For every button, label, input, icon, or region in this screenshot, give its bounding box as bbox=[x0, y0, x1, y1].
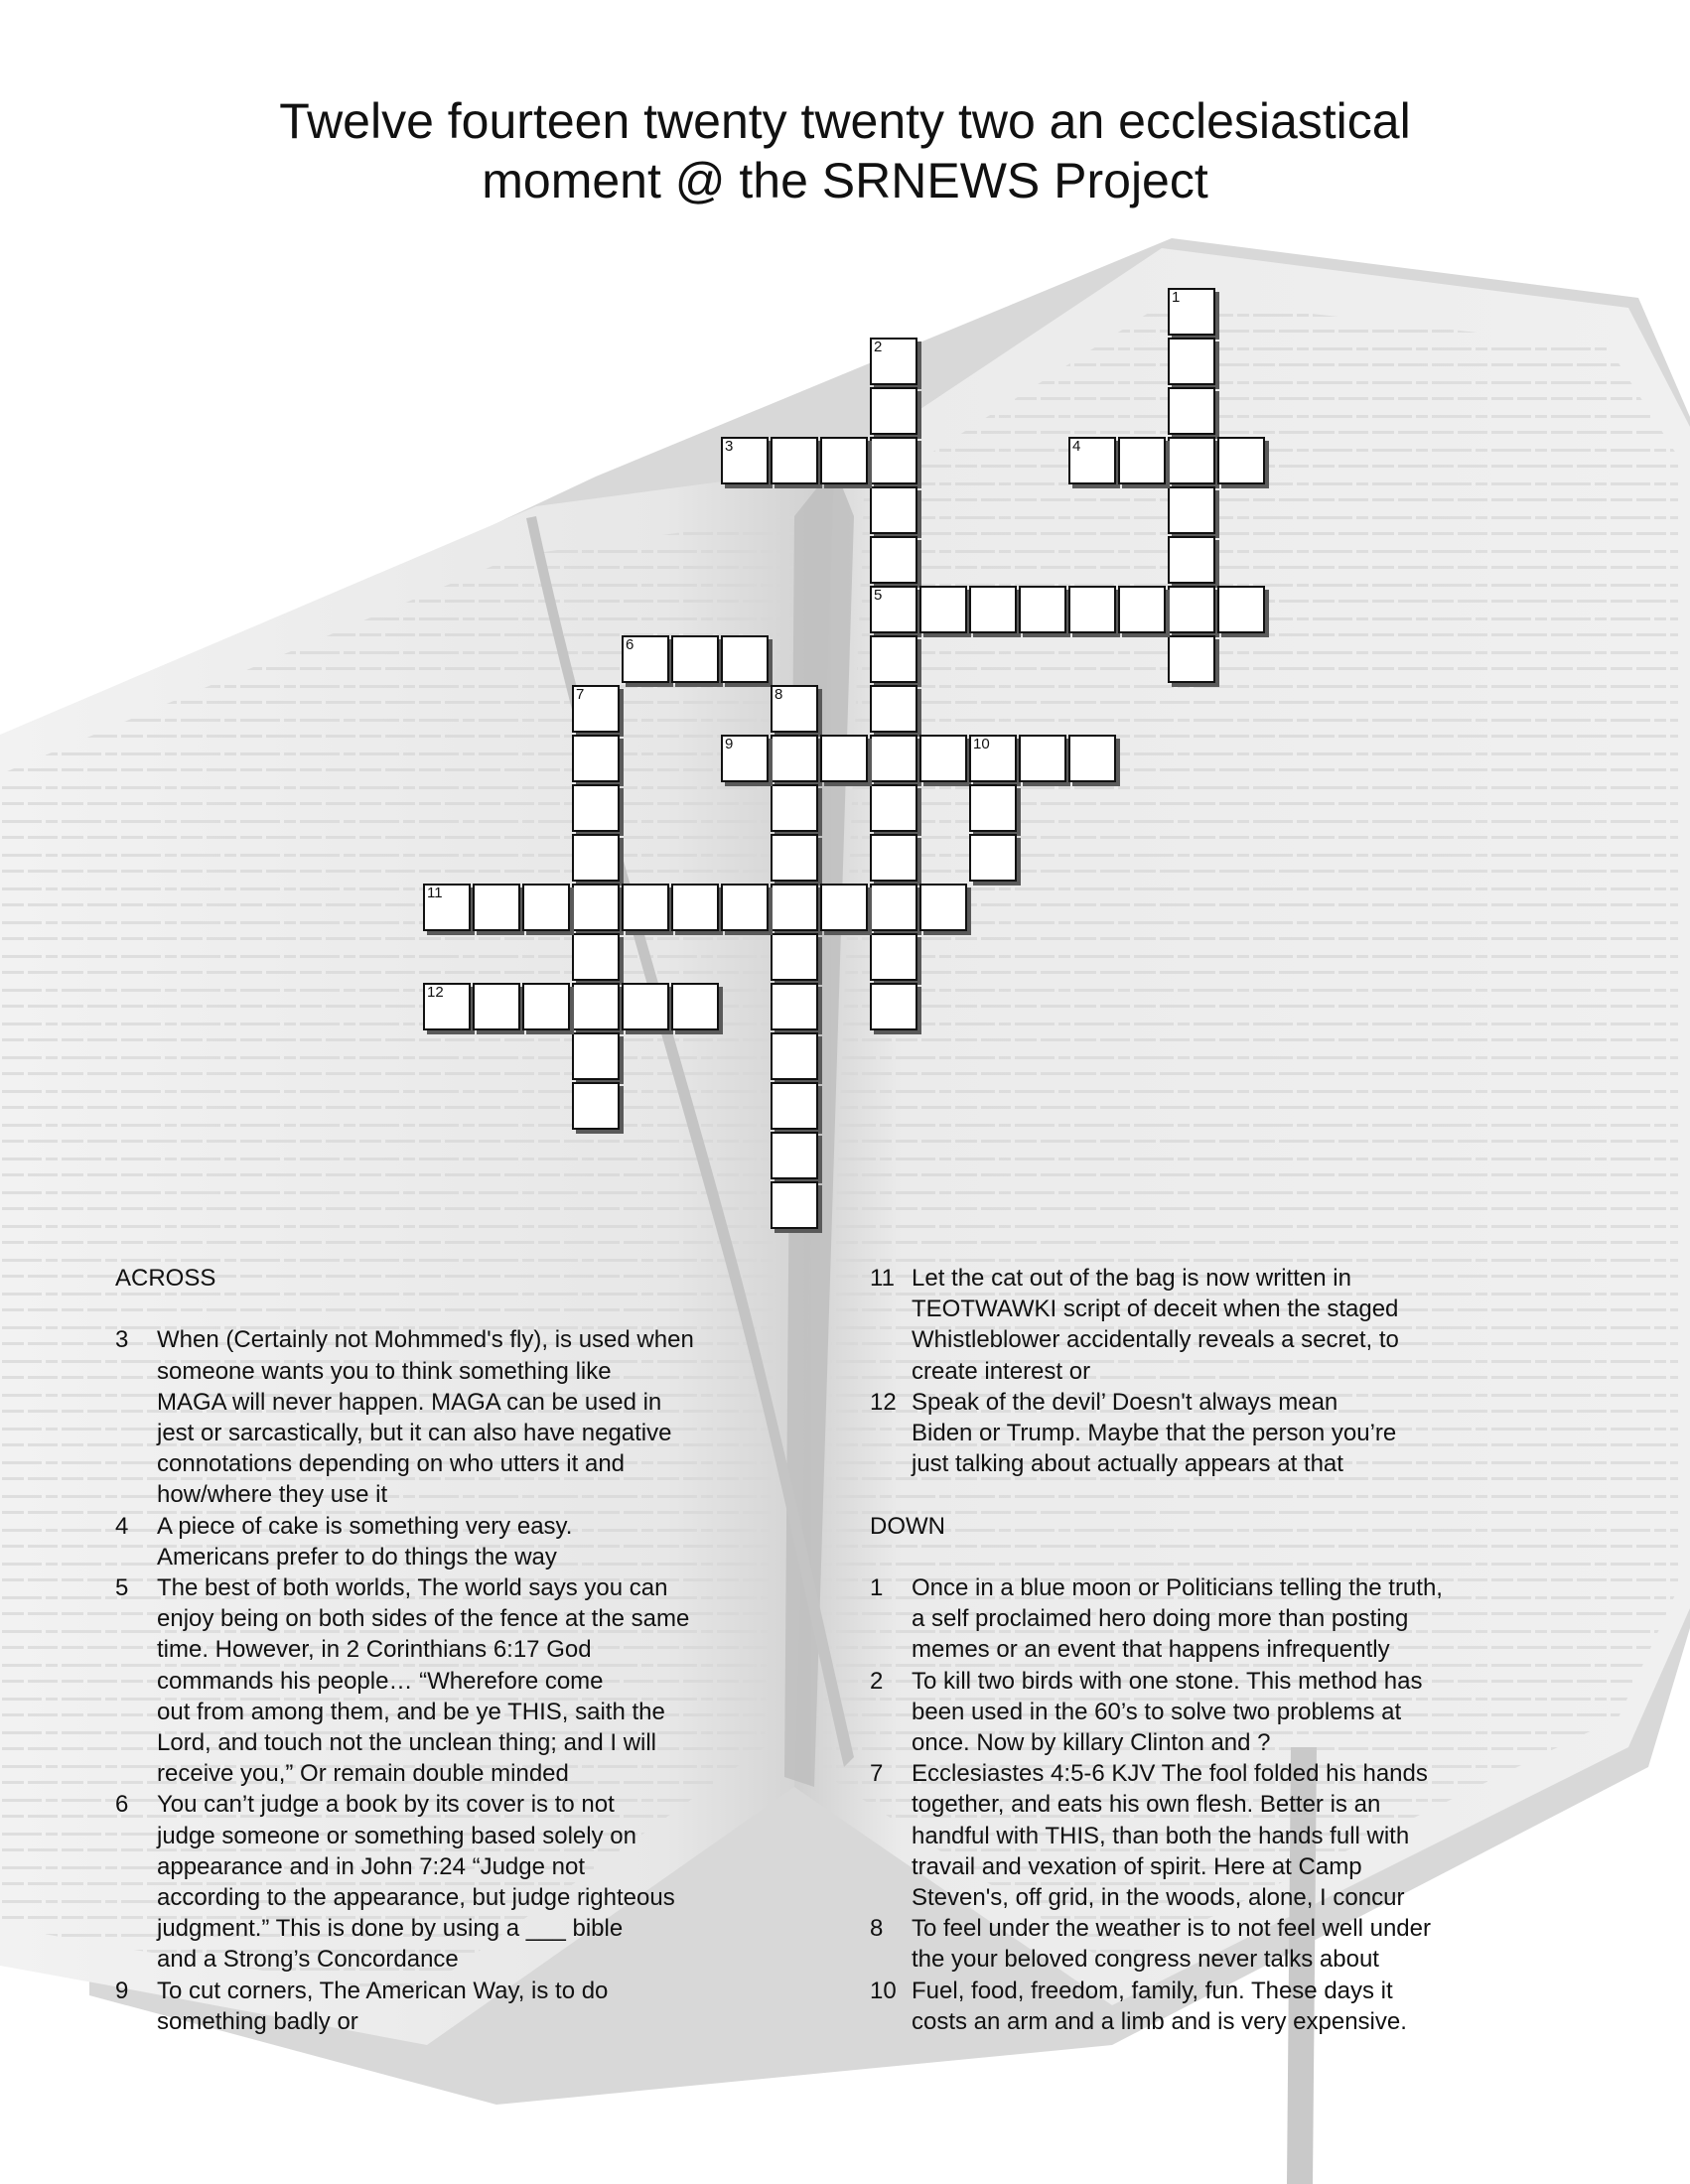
cell-number: 4 bbox=[1072, 438, 1081, 455]
cell-letter-input[interactable] bbox=[673, 886, 717, 929]
grid-cell[interactable] bbox=[919, 735, 967, 782]
clue-number: 5 bbox=[115, 1574, 129, 1601]
cell-letter-input[interactable] bbox=[872, 786, 915, 830]
cell-letter-input[interactable] bbox=[773, 786, 816, 830]
grid-cell[interactable] bbox=[1118, 437, 1166, 484]
clue-line: The best of both worlds, The world says you can bbox=[157, 1574, 668, 1601]
clue-item bbox=[870, 1263, 1585, 1387]
grid-cell[interactable] bbox=[1168, 586, 1215, 633]
across-clue-list-continued bbox=[870, 1263, 1585, 1479]
grid-cell[interactable] bbox=[969, 586, 1017, 633]
grid-cell[interactable] bbox=[771, 1132, 818, 1179]
cell-letter-input[interactable] bbox=[574, 1034, 618, 1078]
clue-line: once. Now by killary Clinton and ? bbox=[912, 1729, 1271, 1756]
clue-line: judgment.” This is done by using a ___ bible bbox=[157, 1915, 624, 1943]
clue-line: appearance and in John 7:24 “Judge not bbox=[157, 1852, 586, 1880]
cell-letter-input[interactable] bbox=[1170, 389, 1213, 433]
grid-cell[interactable] bbox=[572, 735, 620, 782]
cell-letter-input[interactable] bbox=[872, 935, 915, 979]
clue-line: TEOTWAWKI script of deceit when the staged bbox=[912, 1296, 1399, 1323]
grid-cell[interactable] bbox=[771, 735, 818, 782]
clue-number: 2 bbox=[870, 1667, 884, 1695]
grid-cell[interactable] bbox=[1068, 586, 1116, 633]
grid-cell[interactable] bbox=[522, 884, 570, 931]
cell-letter-input[interactable] bbox=[872, 637, 915, 681]
grid-cell[interactable] bbox=[870, 983, 917, 1030]
grid-cell[interactable] bbox=[771, 933, 818, 981]
grid-cell[interactable] bbox=[423, 884, 471, 931]
cell-letter-input[interactable] bbox=[872, 340, 915, 383]
clue-line: out from among them, and be ye THIS, saith the bbox=[157, 1698, 665, 1725]
clue-line: according to the appearance, but judge righteous bbox=[157, 1884, 675, 1912]
grid-cell[interactable] bbox=[572, 685, 620, 733]
grid-cell[interactable] bbox=[870, 884, 917, 931]
cell-letter-input[interactable] bbox=[773, 439, 816, 482]
clue-number: 9 bbox=[115, 1977, 129, 2004]
cell-letter-input[interactable] bbox=[1219, 439, 1263, 482]
grid-cell[interactable] bbox=[572, 1082, 620, 1130]
grid-cell[interactable] bbox=[671, 983, 719, 1030]
cell-letter-input[interactable] bbox=[921, 588, 965, 631]
clue-text bbox=[912, 1263, 1585, 1387]
clue-text bbox=[157, 1324, 771, 1510]
cell-letter-input[interactable] bbox=[773, 687, 816, 731]
grid-cell[interactable] bbox=[820, 735, 868, 782]
grid-cell[interactable] bbox=[1019, 735, 1066, 782]
cell-letter-input[interactable] bbox=[1170, 637, 1213, 681]
cell-letter-input[interactable] bbox=[773, 1084, 816, 1128]
clue-line: memes or an event that happens infrequently bbox=[912, 1636, 1390, 1664]
clue-line: and a Strong’s Concordance bbox=[157, 1946, 459, 1974]
clue-line: judge someone or something based solely on bbox=[157, 1822, 636, 1849]
cell-letter-input[interactable] bbox=[773, 985, 816, 1028]
clue-line: enjoy being on both sides of the fence at the same bbox=[157, 1605, 690, 1633]
clue-line: been used in the 60’s to solve two problems at bbox=[912, 1698, 1402, 1725]
grid-cell[interactable] bbox=[721, 884, 769, 931]
clue-line: When (Certainly not Mohmmed's fly), is used when bbox=[157, 1326, 694, 1354]
cell-letter-input[interactable] bbox=[1021, 588, 1064, 631]
cell-letter-input[interactable] bbox=[574, 935, 618, 979]
cell-letter-input[interactable] bbox=[1170, 290, 1213, 334]
clues-column-left bbox=[115, 1263, 771, 2037]
clue-item bbox=[115, 1572, 771, 1789]
grid-cell[interactable] bbox=[572, 884, 620, 931]
cell-number: 10 bbox=[973, 736, 990, 752]
grid-cell[interactable] bbox=[870, 685, 917, 733]
clue-line: create interest or bbox=[912, 1357, 1091, 1385]
grid-cell[interactable] bbox=[1168, 536, 1215, 584]
grid-cell[interactable] bbox=[721, 635, 769, 683]
cell-letter-input[interactable] bbox=[574, 886, 618, 929]
cell-letter-input[interactable] bbox=[723, 737, 767, 780]
grid-cell[interactable] bbox=[721, 437, 769, 484]
clue-line: Biden or Trump. Maybe that the person you’re bbox=[912, 1420, 1397, 1447]
cell-letter-input[interactable] bbox=[673, 637, 717, 681]
clue-line: Lord, and touch not the unclean thing; and I will bbox=[157, 1729, 657, 1757]
grid-cell[interactable] bbox=[1168, 288, 1215, 336]
cell-letter-input[interactable] bbox=[624, 637, 667, 681]
cell-letter-input[interactable] bbox=[773, 935, 816, 979]
title-line-1: Twelve fourteen twenty twenty two an ecclesiastical bbox=[279, 93, 1411, 149]
cell-letter-input[interactable] bbox=[574, 836, 618, 880]
clue-line: connotations depending on who utters it and bbox=[157, 1450, 626, 1478]
clue-number: 1 bbox=[870, 1573, 884, 1601]
grid-cell[interactable] bbox=[572, 784, 620, 832]
cell-letter-input[interactable] bbox=[822, 886, 866, 929]
grid-cell[interactable] bbox=[1068, 735, 1116, 782]
clue-line: commands his people… “Wherefore come bbox=[157, 1667, 604, 1695]
grid-cell[interactable] bbox=[473, 884, 520, 931]
down-heading: DOWN bbox=[870, 1512, 945, 1540]
grid-cell[interactable] bbox=[870, 387, 917, 435]
clue-line: To feel under the weather is to not feel well under bbox=[912, 1915, 1431, 1943]
grid-cell[interactable] bbox=[771, 834, 818, 882]
cell-letter-input[interactable] bbox=[971, 737, 1015, 780]
cell-letter-input[interactable] bbox=[921, 737, 965, 780]
cell-letter-input[interactable] bbox=[723, 637, 767, 681]
grid-cell[interactable] bbox=[870, 437, 917, 484]
grid-cell[interactable] bbox=[969, 784, 1017, 832]
grid-cell[interactable] bbox=[1118, 586, 1166, 633]
clue-line: costs an arm and a limb and is very expensive. bbox=[912, 2007, 1407, 2035]
clue-item bbox=[115, 1789, 771, 1975]
grid-cell[interactable] bbox=[1068, 437, 1116, 484]
grid-cell[interactable] bbox=[572, 1032, 620, 1080]
cell-number: 12 bbox=[427, 984, 444, 1001]
cell-letter-input[interactable] bbox=[723, 886, 767, 929]
cell-letter-input[interactable] bbox=[872, 985, 915, 1028]
clue-text bbox=[912, 1387, 1585, 1480]
grid-cell[interactable] bbox=[771, 1032, 818, 1080]
cell-letter-input[interactable] bbox=[971, 588, 1015, 631]
cell-letter-input[interactable] bbox=[822, 439, 866, 482]
cell-letter-input[interactable] bbox=[872, 687, 915, 731]
clue-line: You can’t judge a book by its cover is to not bbox=[157, 1791, 615, 1819]
grid-cell[interactable] bbox=[870, 586, 917, 633]
cell-letter-input[interactable] bbox=[773, 737, 816, 780]
cell-letter-input[interactable] bbox=[773, 1183, 816, 1227]
cell-letter-input[interactable] bbox=[1170, 588, 1213, 631]
grid-cell[interactable] bbox=[1168, 486, 1215, 534]
clue-text bbox=[157, 1976, 771, 2037]
cell-letter-input[interactable] bbox=[822, 737, 866, 780]
grid-cell[interactable] bbox=[771, 685, 818, 733]
cell-letter-input[interactable] bbox=[971, 786, 1015, 830]
clue-text bbox=[157, 1789, 771, 1975]
clue-line: Fuel, food, freedom, family, fun. These days it bbox=[912, 1977, 1393, 2004]
cell-letter-input[interactable] bbox=[773, 886, 816, 929]
grid-cell[interactable] bbox=[771, 784, 818, 832]
down-clue-list bbox=[870, 1572, 1585, 2037]
grid-cell[interactable] bbox=[771, 1181, 818, 1229]
clues-column-right bbox=[870, 1263, 1585, 2037]
grid-cell[interactable] bbox=[423, 983, 471, 1030]
grid-cell[interactable] bbox=[870, 735, 917, 782]
grid-cell[interactable] bbox=[473, 983, 520, 1030]
clue-line: together, and eats his own flesh. Better is an bbox=[912, 1791, 1381, 1819]
clue-text bbox=[912, 1572, 1585, 1666]
cell-letter-input[interactable] bbox=[524, 886, 568, 929]
grid-cell[interactable] bbox=[969, 735, 1017, 782]
cell-number: 8 bbox=[775, 686, 783, 703]
grid-cell[interactable] bbox=[1168, 338, 1215, 385]
grid-cell[interactable] bbox=[1217, 437, 1265, 484]
clue-line: something badly or bbox=[157, 2007, 358, 2035]
grid-cell[interactable] bbox=[969, 834, 1017, 882]
clue-number: 7 bbox=[870, 1760, 884, 1788]
cell-letter-input[interactable] bbox=[971, 836, 1015, 880]
grid-cell[interactable] bbox=[1168, 387, 1215, 435]
clue-item bbox=[870, 1572, 1585, 1666]
grid-cell[interactable] bbox=[919, 586, 967, 633]
cell-number: 1 bbox=[1172, 289, 1181, 306]
cell-number: 2 bbox=[874, 339, 883, 355]
grid-cell[interactable] bbox=[771, 884, 818, 931]
cell-number: 7 bbox=[576, 686, 585, 703]
cell-letter-input[interactable] bbox=[872, 588, 915, 631]
cell-letter-input[interactable] bbox=[872, 836, 915, 880]
grid-cell[interactable] bbox=[622, 884, 669, 931]
clue-line: a self proclaimed hero doing more than posting bbox=[912, 1605, 1409, 1633]
clue-number: 3 bbox=[115, 1326, 129, 1354]
grid-cell[interactable] bbox=[919, 884, 967, 931]
grid-cell[interactable] bbox=[572, 983, 620, 1030]
clue-number: 12 bbox=[870, 1388, 897, 1416]
clue-text bbox=[157, 1511, 771, 1572]
grid-cell[interactable] bbox=[622, 635, 669, 683]
clue-line: how/where they use it bbox=[157, 1481, 388, 1509]
cell-number: 6 bbox=[626, 636, 634, 653]
across-clue-list bbox=[115, 1324, 771, 2037]
cell-number: 3 bbox=[725, 438, 734, 455]
clue-line: time. However, in 2 Corinthians 6:17 God bbox=[157, 1636, 592, 1664]
clue-number: 4 bbox=[115, 1512, 129, 1540]
cell-letter-input[interactable] bbox=[574, 737, 618, 780]
cell-letter-input[interactable] bbox=[773, 836, 816, 880]
cell-letter-input[interactable] bbox=[1120, 588, 1164, 631]
cell-letter-input[interactable] bbox=[872, 439, 915, 482]
clue-line: To kill two birds with one stone. This method has bbox=[912, 1667, 1423, 1695]
grid-cell[interactable] bbox=[870, 635, 917, 683]
grid-cell[interactable] bbox=[622, 983, 669, 1030]
clue-line: jest or sarcastically, but it can also have negative bbox=[157, 1419, 672, 1446]
clue-text bbox=[912, 1758, 1585, 1913]
cell-letter-input[interactable] bbox=[872, 389, 915, 433]
grid-cell[interactable] bbox=[870, 784, 917, 832]
clue-item bbox=[870, 1913, 1585, 1975]
cell-letter-input[interactable] bbox=[574, 786, 618, 830]
clue-line: A piece of cake is something very easy. bbox=[157, 1512, 573, 1540]
clue-line: travail and vexation of spirit. Here at Camp bbox=[912, 1852, 1362, 1880]
clue-number: 11 bbox=[870, 1265, 895, 1292]
grid-cell[interactable] bbox=[771, 437, 818, 484]
cell-letter-input[interactable] bbox=[524, 985, 568, 1028]
cell-number: 11 bbox=[427, 885, 443, 901]
cell-letter-input[interactable] bbox=[872, 886, 915, 929]
grid-cell[interactable] bbox=[870, 338, 917, 385]
clue-text bbox=[912, 1976, 1585, 2037]
cell-letter-input[interactable] bbox=[1070, 737, 1114, 780]
grid-cell[interactable] bbox=[1019, 586, 1066, 633]
grid-cell[interactable] bbox=[1217, 586, 1265, 633]
grid-cell[interactable] bbox=[870, 933, 917, 981]
clue-line: Let the cat out of the bag is now written in bbox=[912, 1265, 1351, 1292]
clue-line: receive you,” Or remain double minded bbox=[157, 1760, 569, 1788]
clue-line: Ecclesiastes 4:5-6 KJV The fool folded his hands bbox=[912, 1760, 1428, 1788]
clue-number: 10 bbox=[870, 1977, 897, 2004]
grid-cell[interactable] bbox=[870, 834, 917, 882]
grid-cell[interactable] bbox=[572, 834, 620, 882]
cell-letter-input[interactable] bbox=[475, 985, 518, 1028]
clue-text bbox=[912, 1913, 1585, 1975]
clue-line: Americans prefer to do things the way bbox=[157, 1543, 557, 1570]
grid-cell[interactable] bbox=[522, 983, 570, 1030]
cell-letter-input[interactable] bbox=[574, 1084, 618, 1128]
clue-line: someone wants you to think something like bbox=[157, 1357, 612, 1385]
cell-letter-input[interactable] bbox=[773, 1034, 816, 1078]
clue-number: 8 bbox=[870, 1915, 884, 1943]
clue-item bbox=[870, 1387, 1585, 1480]
clue-item bbox=[870, 1758, 1585, 1913]
cell-letter-input[interactable] bbox=[624, 886, 667, 929]
cell-letter-input[interactable] bbox=[574, 985, 618, 1028]
title-line-2: moment @ the SRNEWS Project bbox=[482, 153, 1208, 208]
cell-letter-input[interactable] bbox=[921, 886, 965, 929]
clue-number: 6 bbox=[115, 1791, 129, 1819]
cell-letter-input[interactable] bbox=[1219, 588, 1263, 631]
cell-letter-input[interactable] bbox=[475, 886, 518, 929]
cell-letter-input[interactable] bbox=[425, 985, 469, 1028]
clue-line: just talking about actually appears at that bbox=[912, 1450, 1343, 1478]
clue-line: To cut corners, The American Way, is to do bbox=[157, 1977, 609, 2004]
cell-number: 5 bbox=[874, 587, 883, 604]
cell-letter-input[interactable] bbox=[1021, 737, 1064, 780]
grid-cell[interactable] bbox=[771, 983, 818, 1030]
cell-letter-input[interactable] bbox=[1070, 588, 1114, 631]
cell-letter-input[interactable] bbox=[673, 985, 717, 1028]
cell-letter-input[interactable] bbox=[1070, 439, 1114, 482]
clue-line: Once in a blue moon or Politicians telling the truth, bbox=[912, 1573, 1443, 1601]
grid-cell[interactable] bbox=[572, 933, 620, 981]
grid-cell[interactable] bbox=[1168, 437, 1215, 484]
cell-letter-input[interactable] bbox=[1170, 340, 1213, 383]
across-heading: ACROSS bbox=[115, 1265, 216, 1292]
cell-letter-input[interactable] bbox=[1120, 439, 1164, 482]
cell-letter-input[interactable] bbox=[773, 1134, 816, 1177]
grid-cell[interactable] bbox=[820, 437, 868, 484]
grid-cell[interactable] bbox=[721, 735, 769, 782]
clue-line: handful with THIS, than both the hands full with bbox=[912, 1822, 1410, 1849]
clue-item bbox=[115, 1511, 771, 1572]
clue-line: Steven's, off grid, in the woods, alone, I concur bbox=[912, 1884, 1405, 1912]
grid-cell[interactable] bbox=[820, 884, 868, 931]
cell-letter-input[interactable] bbox=[624, 985, 667, 1028]
grid-cell[interactable] bbox=[870, 536, 917, 584]
clue-item bbox=[870, 1976, 1585, 2037]
clue-item bbox=[115, 1976, 771, 2037]
cell-letter-input[interactable] bbox=[574, 687, 618, 731]
clue-line: Whistleblower accidentally reveals a secret, to bbox=[912, 1326, 1399, 1354]
grid-cell[interactable] bbox=[671, 884, 719, 931]
grid-cell[interactable] bbox=[771, 1082, 818, 1130]
grid-cell[interactable] bbox=[671, 635, 719, 683]
cell-letter-input[interactable] bbox=[1170, 439, 1213, 482]
grid-cell[interactable] bbox=[870, 486, 917, 534]
grid-cell[interactable] bbox=[1168, 635, 1215, 683]
clue-line: the your beloved congress never talks about bbox=[912, 1946, 1379, 1974]
clue-text bbox=[157, 1572, 771, 1789]
clue-item bbox=[115, 1324, 771, 1510]
clue-line: MAGA will never happen. MAGA can be used in bbox=[157, 1388, 662, 1416]
clue-text bbox=[912, 1666, 1585, 1759]
cell-letter-input[interactable] bbox=[872, 737, 915, 780]
cell-letter-input[interactable] bbox=[872, 488, 915, 532]
cell-letter-input[interactable] bbox=[872, 538, 915, 582]
cell-letter-input[interactable] bbox=[1170, 538, 1213, 582]
clue-line: Speak of the devil’ Doesn't always mean bbox=[912, 1388, 1338, 1416]
cell-letter-input[interactable] bbox=[723, 439, 767, 482]
clue-item bbox=[870, 1666, 1585, 1759]
cell-letter-input[interactable] bbox=[425, 886, 469, 929]
cell-number: 9 bbox=[725, 736, 734, 752]
cell-letter-input[interactable] bbox=[1170, 488, 1213, 532]
